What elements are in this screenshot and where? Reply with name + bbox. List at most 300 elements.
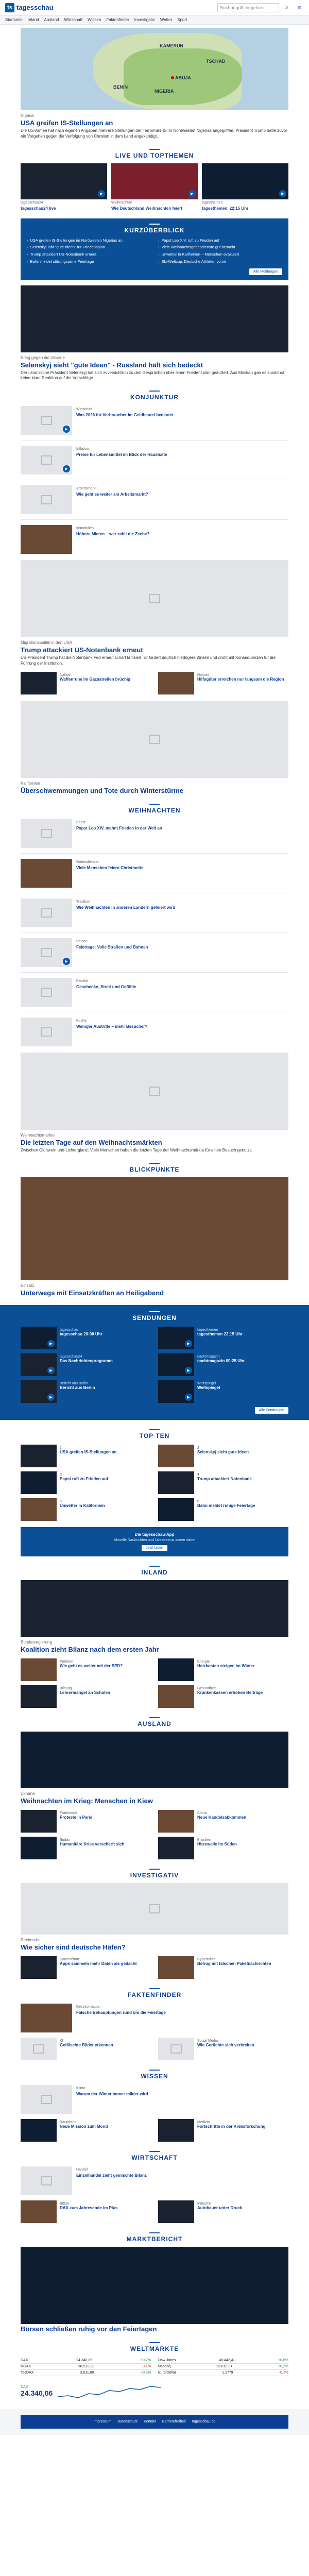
nav-item[interactable]: Faktenfinder xyxy=(106,18,129,22)
market-row[interactable] xyxy=(158,2364,288,2370)
hero-headline[interactable]: USA greifen IS-Stellungen an xyxy=(21,119,113,127)
story-headline[interactable]: Börsen schließen ruhig vor den Feiertagen xyxy=(21,2325,157,2333)
story-thumb xyxy=(158,1353,194,1376)
rank-number: 3 xyxy=(60,1472,62,1477)
map-marker xyxy=(171,76,174,79)
nav-item[interactable]: Sport xyxy=(177,18,187,22)
list-item[interactable] xyxy=(21,938,288,967)
image-icon xyxy=(41,416,52,425)
play-icon: ▶ xyxy=(63,465,70,472)
app-download-button[interactable]: Jetzt laden xyxy=(142,1545,167,1551)
card-title: Wie Gerüchte sich verbreiten xyxy=(197,2042,254,2047)
play-icon: ▶ xyxy=(63,958,70,965)
duo-item[interactable] xyxy=(21,672,151,694)
footer-link[interactable]: Datenschutz xyxy=(117,2420,138,2424)
story-thumb xyxy=(21,1498,57,1521)
wirtschaft-item[interactable] xyxy=(158,2200,288,2223)
card-title: tagesschau 20:00 Uhr xyxy=(60,1331,102,1336)
app-banner-subtitle: Aktuelle Nachrichten und Livestreams immer dabei xyxy=(114,1538,195,1542)
image-placeholder xyxy=(21,446,72,474)
card-title: Geschenke, Streit und Gefühle xyxy=(76,984,136,989)
card-kicker: Gesundheit xyxy=(197,1686,216,1690)
story-thumb xyxy=(21,1445,57,1467)
nav-item[interactable]: Wirtschaft xyxy=(64,18,83,22)
kurzueberblick-box xyxy=(21,218,288,280)
card-title: Neue Mission zum Mond xyxy=(60,2124,108,2129)
index-value: 30.512,22 xyxy=(78,2364,95,2368)
story-thumb xyxy=(21,2004,72,2032)
story-kicker: Bundesregierung xyxy=(21,1639,52,1645)
duo-item[interactable] xyxy=(158,672,288,694)
story-thumb xyxy=(158,2200,194,2223)
topten-item[interactable] xyxy=(21,1471,151,1494)
story-thumb xyxy=(158,1380,194,1403)
topten-item[interactable] xyxy=(158,1498,288,1521)
card-kicker: tagesschau24 xyxy=(60,1354,82,1359)
map-label: NIGERIA xyxy=(154,89,174,94)
ausland-grid xyxy=(21,1810,288,1859)
image-icon xyxy=(41,988,52,997)
topten-item[interactable] xyxy=(158,1471,288,1494)
image-placeholder xyxy=(21,2166,72,2195)
hero-teaser: Die US-Armee hat nach eigenen Angaben mehrere Stellungen der Terrormiliz IS im Nordwesten Nigerias angegriffen. Präsident Trump hatte zuvor ein Vorgehen gegen die Verfolgung von Christen in dem Land angekündigt. xyxy=(21,128,287,139)
image-icon xyxy=(41,2095,52,2104)
market-row[interactable] xyxy=(158,2370,288,2376)
story-thumb xyxy=(21,1658,57,1681)
card-kicker: Brasilien xyxy=(197,1838,211,1842)
logo[interactable] xyxy=(5,3,54,12)
index-value: 3.611,80 xyxy=(80,2370,94,2375)
nav-item[interactable]: Investigativ xyxy=(134,18,155,22)
market-column-right xyxy=(158,2358,288,2376)
card-title: Krankenkassen erhöhen Beiträge xyxy=(197,1690,263,1695)
story-kicker: Ukraine xyxy=(21,1791,35,1796)
blickpunkte-image[interactable] xyxy=(21,1177,288,1280)
section-weltmaerkte: WELTMÄRKTE xyxy=(21,2342,288,2352)
market-column-left xyxy=(21,2358,151,2376)
card-title: Weltspiegel xyxy=(197,1385,220,1390)
card-title: Apps sammeln mehr Daten als gedacht xyxy=(60,1961,137,1966)
story-thumb xyxy=(21,1956,57,1979)
index-change: +0,2% xyxy=(140,2358,151,2362)
nav-item[interactable]: Ausland xyxy=(44,18,59,22)
card-title: Höhere Mieten – wer zahlt die Zeche? xyxy=(76,532,150,537)
list-item[interactable] xyxy=(21,2004,288,2032)
market-row[interactable] xyxy=(21,2370,151,2376)
story-thumb xyxy=(158,672,194,694)
index-value: 23.613,31 xyxy=(216,2364,233,2368)
card-title: Gefälschte Bilder erkennen xyxy=(60,2042,113,2047)
story-thumb xyxy=(21,672,57,694)
index-name: TecDAX xyxy=(21,2370,34,2375)
live-thumb xyxy=(111,163,198,199)
selenskyj-image[interactable] xyxy=(21,285,288,352)
card-title: Fortschritte in der Krebsforschung xyxy=(197,2124,266,2129)
ausland-lead-image[interactable] xyxy=(21,1732,288,1788)
card-kicker: Cybercrime xyxy=(197,1957,216,1961)
card-title: Waffenruhe im Gazastreifen brüchig xyxy=(60,676,131,682)
market-row[interactable] xyxy=(158,2358,288,2364)
index-name: DAX xyxy=(21,2358,28,2362)
list-item[interactable] xyxy=(21,2166,288,2195)
hero-map[interactable] xyxy=(21,28,288,110)
image-placeholder[interactable] xyxy=(21,560,288,637)
topten-grid xyxy=(21,1445,288,1521)
live-thumb xyxy=(21,163,107,199)
list-item[interactable] xyxy=(21,485,288,514)
section-faktenfinder: FAKTENFINDER xyxy=(21,1988,288,1998)
index-change: +0,2% xyxy=(278,2364,288,2368)
image-icon xyxy=(149,1087,160,1096)
card-title: Falsche Behauptungen rund um die Feiertage xyxy=(76,2010,166,2015)
section-wissen: WISSEN xyxy=(21,2070,288,2080)
topten-item[interactable] xyxy=(21,1498,151,1521)
card-kicker: KI xyxy=(60,2039,63,2043)
story-thumb xyxy=(158,1327,194,1349)
sendungen-box xyxy=(0,1305,309,1420)
card-title: nachtmagazin 00:25 Uhr xyxy=(197,1358,245,1363)
kb-item[interactable]: › Trump attackiert US-Notenbank erneut xyxy=(27,252,151,257)
card-title: Das Nachrichtenprogramm xyxy=(60,1358,113,1363)
kb-item[interactable]: › Bahn meldet störungsarme Feiertage xyxy=(27,259,151,264)
image-placeholder xyxy=(21,819,72,848)
kb-item[interactable]: › Ski-Weltcup: Deutsche Athleten vorne xyxy=(158,259,282,264)
card-title: Hilfsgüter erreichen nur langsam die Region xyxy=(197,676,284,682)
card-kicker: tagesschau xyxy=(60,1328,78,1332)
inland-lead-image[interactable] xyxy=(21,1580,288,1637)
ausland-item[interactable] xyxy=(21,1810,151,1833)
image-placeholder xyxy=(21,899,72,927)
index-value: 1,1779 xyxy=(222,2370,233,2375)
image-icon xyxy=(41,908,52,918)
story-thumb xyxy=(21,1471,57,1494)
card-title: Weniger Austritte – mehr Besucher? xyxy=(76,1024,148,1029)
card-kicker: Bericht aus Berlin xyxy=(60,1381,88,1385)
live-card[interactable] xyxy=(21,163,107,211)
card-title: Bahn meldet ruhige Feiertage xyxy=(197,1503,255,1508)
story-thumb xyxy=(158,1658,194,1681)
sendung-item[interactable] xyxy=(21,1353,151,1376)
faktenfinder-item[interactable] xyxy=(21,2038,151,2060)
market-table xyxy=(21,2358,288,2376)
list-item[interactable] xyxy=(21,2085,288,2114)
story-headline[interactable]: Weihnachten im Krieg: Menschen in Kiew xyxy=(21,1797,153,1805)
story-headline[interactable]: Trump attackiert US-Notenbank erneut xyxy=(21,646,143,654)
card-title: tagesthemen 22:15 Uhr xyxy=(197,1331,243,1336)
story-teaser: Der ukrainische Präsident Selenskyj hat sich zuversichtlich zu den Gesprächen über einen Friedensplan geäußert. Aus Moskau gab es zunächst keine klare Reaktion auf die Vorschläge. xyxy=(21,370,284,381)
search-input[interactable]: Suchbegriff eingeben xyxy=(217,3,279,12)
card-kicker: Papst xyxy=(76,820,85,824)
card-kicker: Arbeitsmarkt xyxy=(76,487,97,491)
card-title: Trump attackiert Notenbank xyxy=(197,1476,252,1481)
card-kicker: China xyxy=(197,1811,207,1815)
card-kicker: Tradition xyxy=(76,900,90,904)
topten-item[interactable] xyxy=(158,1445,288,1467)
footer-link[interactable]: Kontakt xyxy=(144,2420,156,2424)
story-headline[interactable]: Selenskyj sieht "gute Ideen" - Russland hält sich bedeckt xyxy=(21,361,203,369)
wissen-item[interactable] xyxy=(21,2119,151,2142)
image-placeholder xyxy=(21,2085,72,2114)
card-kicker: Klima xyxy=(76,2086,85,2090)
list-item[interactable] xyxy=(21,899,288,927)
duo-grid xyxy=(21,672,288,694)
story-thumb xyxy=(21,2119,57,2142)
image-placeholder[interactable] xyxy=(21,701,288,778)
section-marktbericht: MARKTBERICHT xyxy=(21,2232,288,2243)
play-icon: ▶ xyxy=(185,1394,192,1401)
dax-value: 24.340,06 xyxy=(21,2389,53,2398)
story-kicker: Recherche xyxy=(21,1937,41,1942)
card-title: Warum der Winter immer milder wird xyxy=(76,2091,148,2096)
topten-item[interactable] xyxy=(21,1445,151,1467)
story-teaser: US-Präsident Trump hat die Notenbank Fed erneut scharf kritisiert. Er fordert deutlich niedrigere Zinsen und droht mit Konsequenzen für die Führung der Institution. xyxy=(21,655,276,666)
kb-item[interactable]: › Papst Leo XIV. ruft zu Frieden auf xyxy=(158,238,282,243)
story-thumb xyxy=(21,525,72,554)
index-name: Nasdaq xyxy=(158,2364,171,2368)
market-row[interactable] xyxy=(21,2364,151,2370)
card-title: Feiertage: Volle Straßen und Bahnen xyxy=(76,944,148,950)
image-placeholder xyxy=(21,938,72,967)
list-item[interactable] xyxy=(21,525,288,554)
rank-number: 1 xyxy=(60,1446,62,1450)
card-kicker: Wirtschaft xyxy=(76,408,93,412)
play-icon: ▶ xyxy=(185,1367,192,1374)
kb-more-button[interactable]: Alle Meldungen xyxy=(249,268,282,275)
story-thumb xyxy=(21,1837,57,1859)
play-icon: ▶ xyxy=(98,190,105,197)
story-thumb xyxy=(21,2200,57,2223)
card-kicker: Social Media xyxy=(197,2039,218,2043)
map-label: TSCHAD xyxy=(206,59,226,64)
card-kicker: Industrie xyxy=(197,2201,211,2206)
sendung-item[interactable] xyxy=(158,1327,288,1349)
sendungen-more-row xyxy=(21,1407,288,1414)
kb-more-row xyxy=(27,268,282,275)
story-headline[interactable]: Unterwegs mit Einsatzkräften an Heiligabend xyxy=(21,1289,164,1297)
section-blickpunkte: BLICKPUNKTE xyxy=(21,1163,288,1173)
card-title: Selenskyj sieht gute Ideen xyxy=(197,1449,249,1454)
live-card[interactable] xyxy=(111,163,198,211)
header xyxy=(0,0,309,15)
card-kicker: Parteien xyxy=(60,1659,74,1664)
card-title: Heizkosten steigen im Winter xyxy=(197,1663,255,1668)
story-headline[interactable]: Koalition zieht Bilanz nach dem ersten Jahr xyxy=(21,1645,159,1653)
section-ausland: AUSLAND xyxy=(21,1717,288,1727)
inland-item[interactable] xyxy=(158,1685,288,1708)
index-name: Euro/Dollar xyxy=(158,2370,177,2375)
card-kicker: Nahost xyxy=(197,673,209,677)
dax-widget[interactable] xyxy=(21,2381,288,2402)
divider xyxy=(21,972,288,973)
list-item[interactable] xyxy=(21,859,288,888)
story-thumb xyxy=(21,1353,57,1376)
sendungen-grid xyxy=(21,1327,288,1403)
nav-item[interactable]: Wissen xyxy=(88,18,101,22)
section-investigativ: INVESTIGATIV xyxy=(21,1869,288,1879)
image-icon xyxy=(149,735,160,744)
sendung-item[interactable] xyxy=(21,1327,151,1349)
divider xyxy=(21,853,288,854)
play-icon: ▶ xyxy=(47,1394,55,1401)
card-kicker: Handel xyxy=(76,2167,88,2172)
app-banner xyxy=(21,1527,288,1556)
story-kicker: Krieg gegen die Ukraine xyxy=(21,355,65,360)
list-item[interactable] xyxy=(21,819,288,848)
image-icon xyxy=(149,1904,160,1913)
story-thumb xyxy=(158,1498,194,1521)
faktenfinder-item[interactable] xyxy=(158,2038,288,2060)
wissen-grid xyxy=(21,2119,288,2142)
search-icon[interactable]: ⌕ xyxy=(285,4,289,11)
sendung-item[interactable] xyxy=(158,1380,288,1403)
story-thumb xyxy=(21,859,72,888)
card-kicker: Medizin xyxy=(197,2120,210,2124)
card-title: Wie Deutschland Weihnachten feiert xyxy=(111,206,183,211)
wirtschaft-grid xyxy=(21,2200,288,2223)
nav-item[interactable]: Inland xyxy=(27,18,39,22)
story-headline[interactable]: Überschwemmungen und Tote durch Winterstürme xyxy=(21,786,184,794)
list-item[interactable] xyxy=(21,978,288,1007)
index-change: +0,6% xyxy=(278,2358,288,2362)
sendungen-title: SENDUNGEN xyxy=(21,1311,288,1321)
story-teaser: Zwischen Glühwein und Lichterglanz: Viele Menschen haben die letzten Tage der Weihnachtsmärkte für einen Besuch genutzt. xyxy=(21,1147,252,1153)
card-title: Papst ruft zu Frieden auf xyxy=(60,1476,108,1481)
ausland-item[interactable] xyxy=(158,1837,288,1859)
kb-item[interactable]: › Viele Weihnachtsgottesdienste gut besucht xyxy=(158,245,282,250)
story-thumb xyxy=(21,1380,57,1403)
card-kicker: Kirche xyxy=(76,1019,87,1023)
card-title: Papst Leo XIV. mahnt Frieden in der Welt an xyxy=(76,825,162,831)
image-placeholder[interactable] xyxy=(21,1883,288,1935)
rank-number: 6 xyxy=(197,1499,199,1503)
faktenfinder-grid xyxy=(21,2038,288,2060)
index-change: +0,3% xyxy=(140,2370,151,2375)
kb-item[interactable]: › Unwetter in Kalifornien – Menschen evakuiert xyxy=(158,252,282,257)
marktbericht-image[interactable] xyxy=(21,2247,288,2324)
footer-links xyxy=(21,2415,288,2429)
story-thumb xyxy=(158,1837,194,1859)
card-kicker: Weltspiegel xyxy=(197,1381,216,1385)
play-icon: ▶ xyxy=(47,1340,55,1347)
card-title: Viele Menschen feiern Christmette xyxy=(76,865,144,870)
rank-number: 4 xyxy=(197,1472,199,1477)
card-title: Proteste in Paris xyxy=(60,1815,93,1820)
investigativ-item[interactable] xyxy=(21,1956,151,1979)
play-icon: ▶ xyxy=(279,190,286,197)
card-title: Einzelhandel zieht gemischte Bilanz xyxy=(76,2173,147,2178)
sendungen-more-button[interactable]: Alle Sendungen xyxy=(255,1407,288,1414)
card-kicker: Familie xyxy=(76,979,88,983)
inland-item[interactable] xyxy=(21,1685,151,1708)
play-icon: ▶ xyxy=(185,1340,192,1347)
card-kicker: Desinformation xyxy=(76,2005,101,2009)
card-title: tagesschau24 live xyxy=(21,206,56,211)
inland-item[interactable] xyxy=(21,1658,151,1681)
footer-link[interactable]: Barrierefreiheit xyxy=(162,2420,186,2424)
index-name: Dow Jones xyxy=(158,2358,176,2362)
footer-link[interactable]: Impressum xyxy=(93,2420,112,2424)
card-kicker: Börse xyxy=(60,2201,70,2206)
card-kicker: Raumfahrt xyxy=(60,2120,77,2124)
footer xyxy=(0,2409,309,2435)
card-kicker: Weihnachten xyxy=(111,200,132,205)
inland-item[interactable] xyxy=(158,1658,288,1681)
card-title: tagesthemen, 22:15 Uhr xyxy=(202,206,249,211)
story-kicker: Kalifornien xyxy=(21,781,40,786)
section-weihnachten: WEIHNACHTEN xyxy=(21,804,288,814)
list-item[interactable] xyxy=(21,446,288,474)
rank-number: 2 xyxy=(197,1446,199,1450)
kb-item[interactable]: › USA greifen IS-Stellungen im Nordwesten Nigerias an xyxy=(27,238,151,243)
divider xyxy=(21,519,288,520)
wissen-item[interactable] xyxy=(158,2119,288,2142)
hamburger-icon[interactable]: ≡ xyxy=(297,4,301,11)
app-banner-title: Die tagesschau-App xyxy=(134,1532,175,1537)
kb-item[interactable]: › Selenskyj lobt "gute Ideen" für Friedensplan xyxy=(27,245,151,250)
investigativ-item[interactable] xyxy=(158,1956,288,1979)
story-thumb xyxy=(158,2119,194,2142)
ausland-item[interactable] xyxy=(21,1837,151,1859)
card-kicker: nachtmagazin xyxy=(197,1354,220,1359)
dax-label: DAX xyxy=(21,2385,28,2389)
card-kicker: tagesthemen xyxy=(197,1328,218,1332)
dax-sparkline xyxy=(58,2381,161,2402)
play-icon: ▶ xyxy=(188,190,196,197)
image-icon xyxy=(41,495,52,504)
story-headline[interactable]: Wie sicher sind deutsche Häfen? xyxy=(21,1943,126,1951)
image-placeholder[interactable] xyxy=(21,1053,288,1130)
list-item[interactable] xyxy=(21,1018,288,1046)
wirtschaft-item[interactable] xyxy=(21,2200,151,2223)
image-icon xyxy=(41,948,52,957)
list-item[interactable] xyxy=(21,406,288,435)
card-title: Lehrermangel an Schulen xyxy=(60,1690,110,1695)
index-value: 48.442,41 xyxy=(219,2358,235,2362)
story-kicker: Einsatz xyxy=(21,1283,35,1288)
story-thumb xyxy=(158,1471,194,1494)
logo-mark: ts xyxy=(5,3,14,12)
story-thumb xyxy=(158,1685,194,1708)
image-icon xyxy=(41,1027,52,1037)
card-kicker: Immobilien xyxy=(76,527,94,531)
market-row[interactable] xyxy=(21,2358,151,2364)
sendung-item[interactable] xyxy=(21,1380,151,1403)
kurzueberblick-title: KURZÜBERBLICK xyxy=(27,224,282,234)
nav-item[interactable]: Wetter xyxy=(160,18,173,22)
section-live: LIVE UND TOPTHEMEN xyxy=(21,149,288,159)
story-thumb xyxy=(21,1810,57,1833)
hero-kicker: Nigeria xyxy=(21,113,34,118)
card-title: Autobauer unter Druck xyxy=(197,2205,243,2210)
sendung-item[interactable] xyxy=(158,1353,288,1376)
card-title: Was 2026 für Verbraucher im Geldbeutel bedeutet xyxy=(76,413,174,418)
card-title: Wie geht es weiter mit der SPD? xyxy=(60,1663,123,1668)
live-card[interactable] xyxy=(202,163,288,211)
ausland-item[interactable] xyxy=(158,1810,288,1833)
story-headline[interactable]: Die letzten Tage auf den Weihnachtsmärkten xyxy=(21,1138,162,1146)
story-thumb xyxy=(158,1956,194,1979)
card-kicker: Energie xyxy=(197,1659,210,1664)
card-title: Humanitäre Krise verschärft sich xyxy=(60,1841,125,1846)
index-change: -0,1% xyxy=(279,2370,288,2375)
index-change: -0,1% xyxy=(141,2364,151,2368)
story-thumb xyxy=(21,1685,57,1708)
story-thumb xyxy=(158,1445,194,1467)
footer-link[interactable]: tagesschau.de xyxy=(192,2420,216,2424)
image-icon xyxy=(41,455,52,465)
investigativ-grid xyxy=(21,1956,288,1979)
nav-item[interactable]: Startseite xyxy=(5,18,23,22)
